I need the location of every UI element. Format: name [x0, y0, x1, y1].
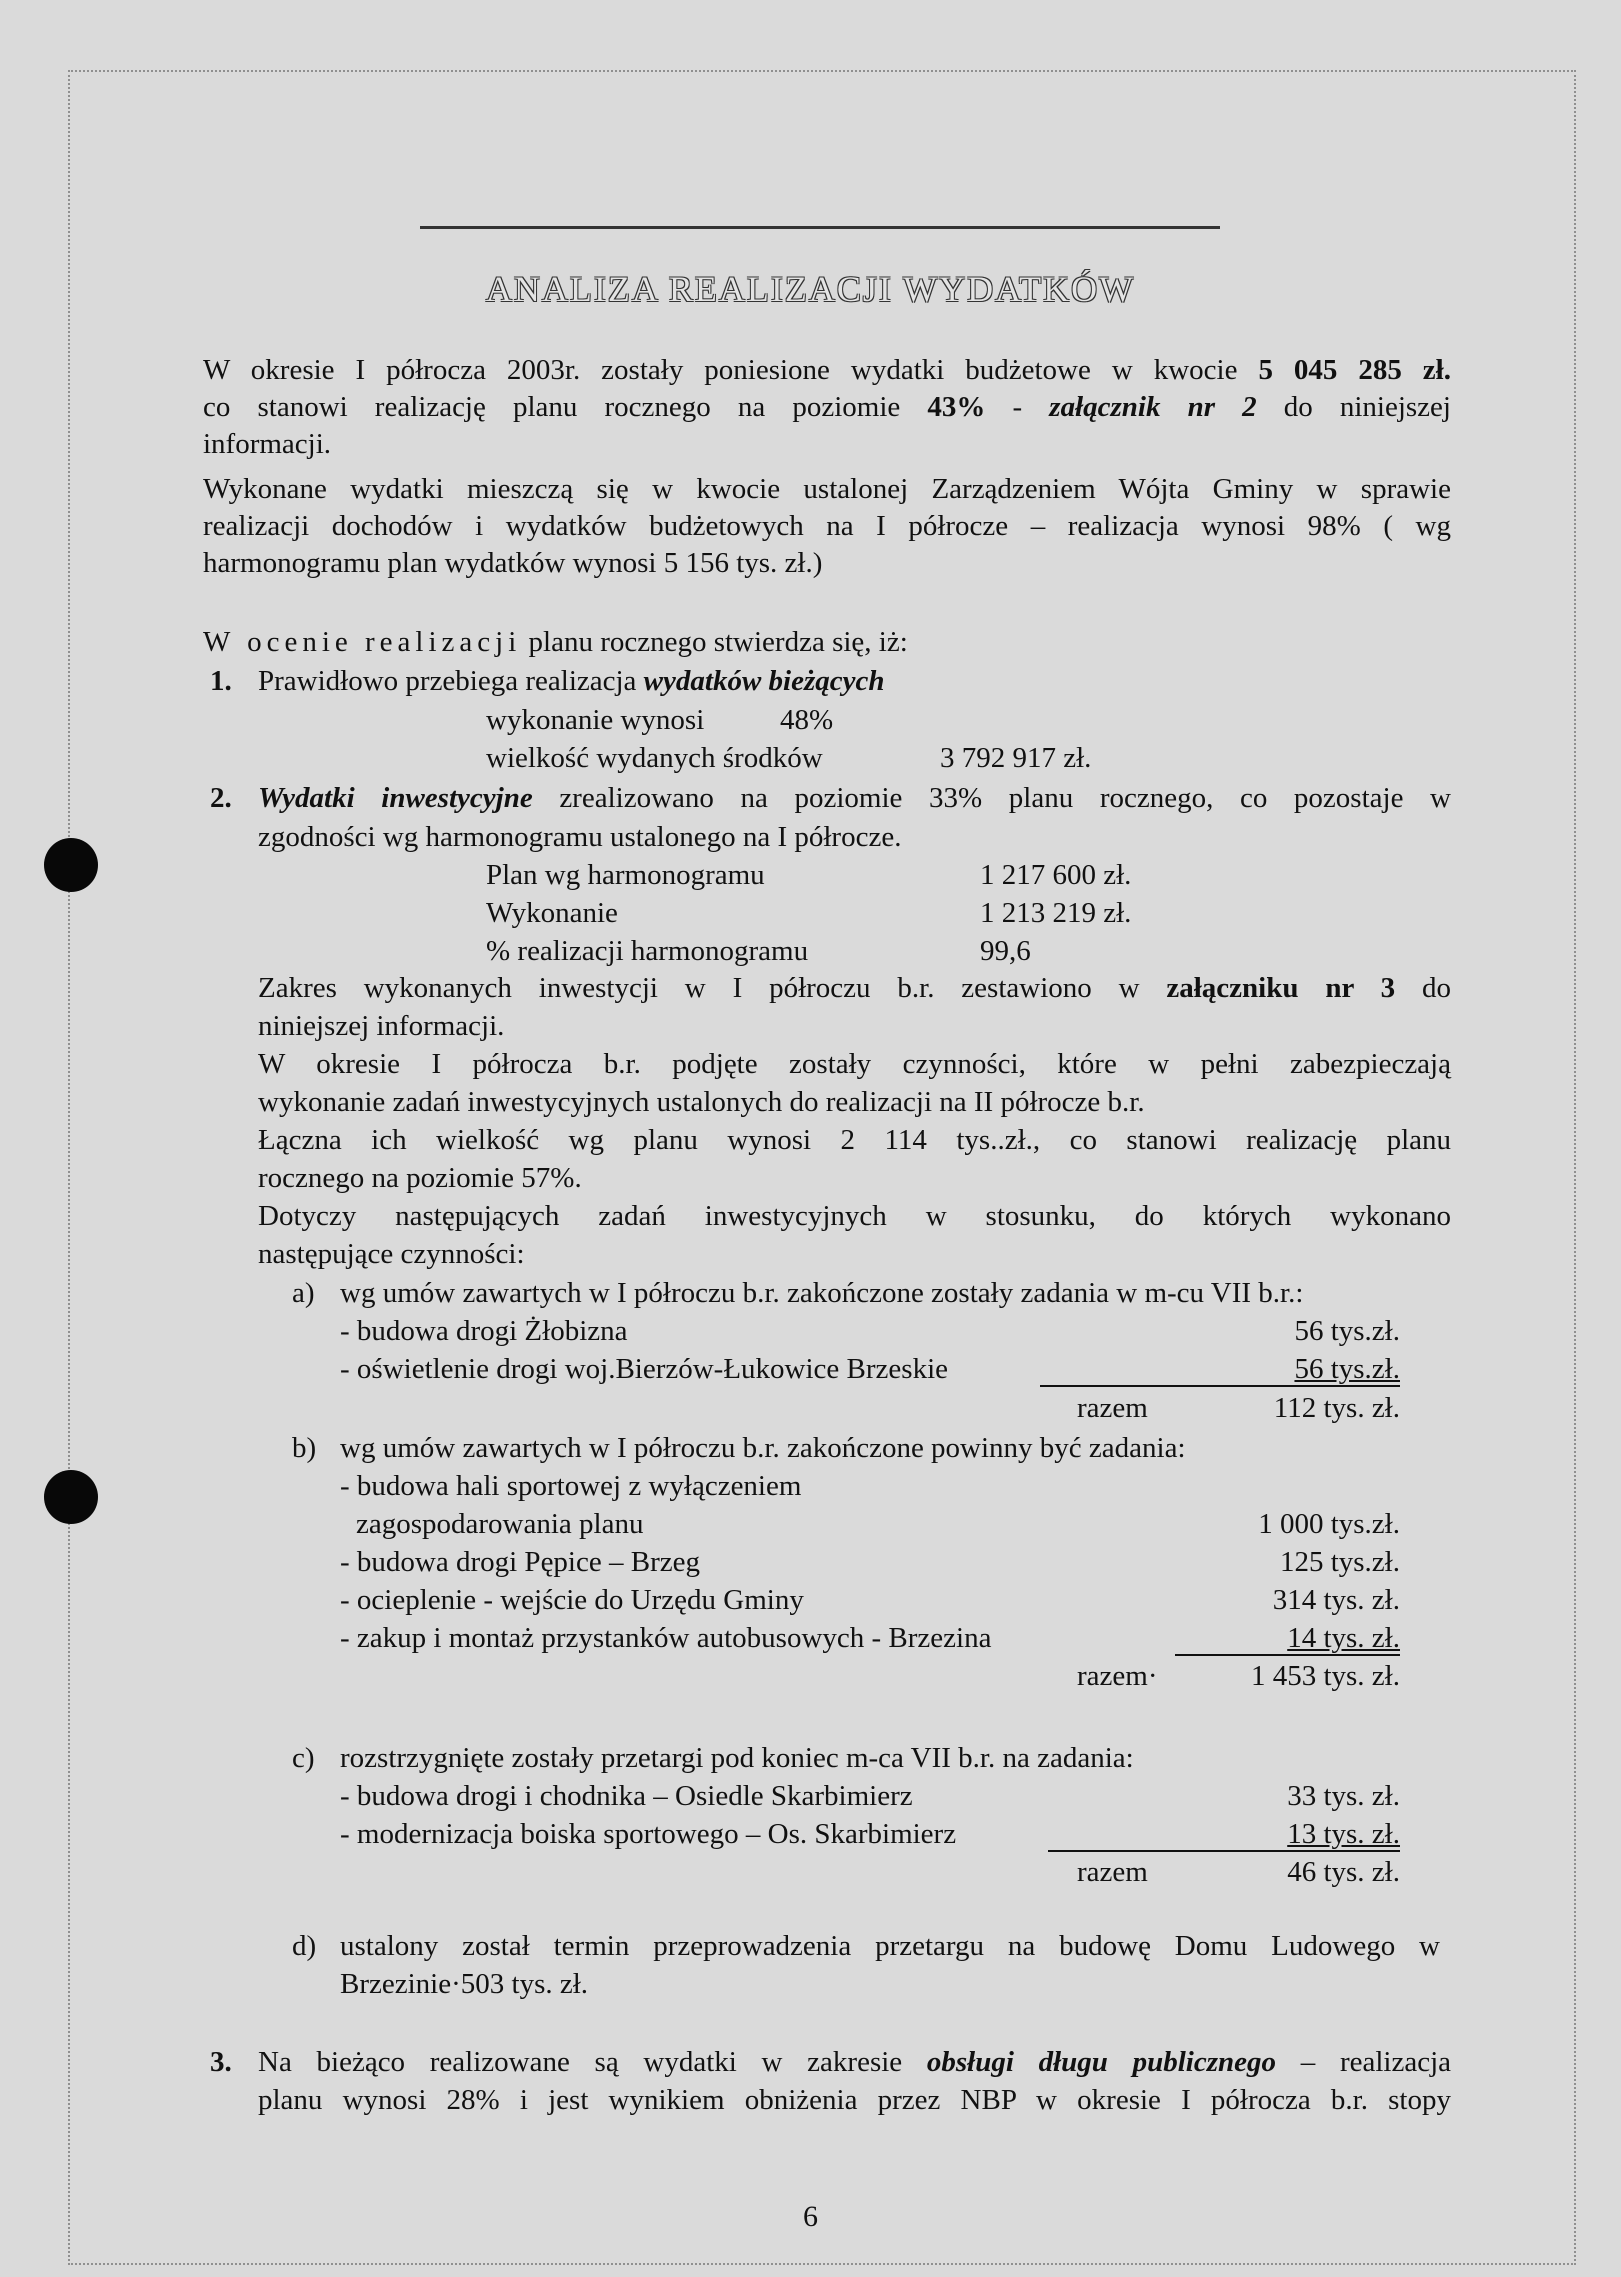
sub-c-item-label: - budowa drogi i chodnika – Osiedle Skarbimierz	[340, 1780, 913, 1812]
concerns-line-2: następujące czynności:	[258, 1238, 525, 1270]
sub-c-item-value: 13 tys. zł.	[1287, 1818, 1400, 1850]
intro-line-3: informacji.	[203, 428, 332, 460]
punch-hole	[44, 1470, 98, 1524]
concerns-line-1: Dotyczy następujących zadań inwestycyjnych w stosunku, do których wykonano	[258, 1200, 1451, 1232]
sub-a-item-label: - oświetlenie drogi woj.Bierzów-Łukowice Brzeskie	[340, 1353, 949, 1385]
sub-d-line-2: Brzezinie·503 tys. zł.	[340, 1968, 589, 2000]
intro-p2-line-2: realizacji dochodów i wydatków budżetowych na I półrocze – realizacja wynosi 98% ( wg	[203, 510, 1451, 542]
sub-b-item-label-cont: zagospodarowania planu	[356, 1508, 644, 1540]
sub-b-item-value: 314 tys. zł.	[1272, 1584, 1400, 1616]
item-1-number: 1.	[210, 665, 232, 697]
secured-line-1: W okresie I półrocza b.r. podjęte zostały czynności, które w pełni zabezpieczają	[258, 1048, 1451, 1080]
sub-b-item-label: - zakup i montaż przystanków autobusowych - Brzezina	[340, 1622, 992, 1654]
intro-p2-line-1: Wykonane wydatki mieszczą się w kwocie ustalonej Zarządzeniem Wójta Gminy w sprawie	[203, 473, 1451, 505]
sub-a-total-label: razem	[1077, 1392, 1148, 1424]
execution-label: Wykonanie	[486, 897, 618, 929]
sub-b-letter: b)	[292, 1432, 317, 1464]
sum-underline	[1040, 1385, 1400, 1387]
sub-c-item-value: 33 tys. zł.	[1287, 1780, 1400, 1812]
sub-b-item-label: - ocieplenie - wejście do Urzędu Gminy	[340, 1584, 804, 1616]
item-2-line-1: Wydatki inwestycyjne zrealizowano na poziomie 33% planu rocznego, co pozostaje w	[258, 782, 1451, 814]
item-2-number: 2.	[210, 782, 232, 814]
intro-p2-line-3: harmonogramu plan wydatków wynosi 5 156 tys. zł.)	[203, 547, 823, 579]
sub-a-item-value: 56 tys.zł.	[1294, 1315, 1400, 1347]
total-line-2: rocznego na poziomie 57%.	[258, 1162, 582, 1194]
sub-c-total-label: razem	[1077, 1856, 1148, 1888]
item-1-exec-value: 48%	[780, 704, 834, 736]
header-rule	[420, 226, 1220, 229]
sub-b-total-value: 1 453 tys. zł.	[1250, 1660, 1400, 1692]
item-3-line-1: Na bieżąco realizowane są wydatki w zakresie obsługi długu publicznego – realizacja	[258, 2046, 1451, 2078]
page-number: 6	[803, 2200, 818, 2233]
item-3-line-2: planu wynosi 28% i jest wynikiem obniżenia przez NBP w okresie I półrocza b.r. stopy	[258, 2084, 1451, 2116]
sub-b-item-label: - budowa drogi Pępice – Brzeg	[340, 1546, 700, 1578]
sub-b-item-value: 1 000 tys.zł.	[1258, 1508, 1400, 1540]
item-1-exec-label: wykonanie wynosi	[486, 704, 705, 736]
sub-c-total-value: 46 tys. zł.	[1287, 1856, 1400, 1888]
total-line-1: Łączna ich wielkość wg planu wynosi 2 114 tys..zł., co stanowi realizację planu	[258, 1124, 1451, 1156]
punch-hole	[44, 838, 98, 892]
assessment-line: W ocenie realizacji planu rocznego stwierdza się, iż:	[203, 626, 908, 658]
sub-b-item-value: 14 tys. zł.	[1287, 1622, 1400, 1654]
sub-a-item-label: - budowa drogi Żłobizna	[340, 1315, 628, 1347]
sub-b-head: wg umów zawartych w I półroczu b.r. zakończone powinny być zadania:	[340, 1432, 1186, 1464]
page-title: ANALIZA REALIZACJI WYDATKÓW	[485, 269, 1136, 309]
scope-line-1: Zakres wykonanych inwestycji w I półroczu b.r. zestawiono w załączniku nr 3 do	[258, 972, 1451, 1004]
sub-d-line-1: ustalony został termin przeprowadzenia przetargu na budowę Domu Ludowego w	[340, 1930, 1440, 1962]
percent-label: % realizacji harmonogramu	[486, 935, 809, 967]
sub-c-item-label: - modernizacja boiska sportowego – Os. Skarbimierz	[340, 1818, 957, 1850]
item-2-line-2: zgodności wg harmonogramu ustalonego na I półrocze.	[258, 821, 902, 853]
plan-label: Plan wg harmonogramu	[486, 859, 765, 891]
sub-d-letter: d)	[292, 1930, 317, 1962]
sub-a-head: wg umów zawartych w I półroczu b.r. zakończone zostały zadania w m-cu VII b.r.:	[340, 1277, 1304, 1309]
intro-line-2: co stanowi realizację planu rocznego na poziomie 43% - załącznik nr 2 do niniejszej	[203, 391, 1451, 423]
sub-c-head: rozstrzygnięte zostały przetargi pod koniec m-ca VII b.r. na zadania:	[340, 1742, 1134, 1774]
execution-value: 1 213 219 zł.	[980, 897, 1132, 929]
secured-line-2: wykonanie zadań inwestycyjnych ustalonych do realizacji na II półrocze b.r.	[258, 1086, 1145, 1118]
sub-b-total-label: razem·	[1077, 1660, 1158, 1692]
item-1-funds-value: 3 792 917 zł.	[940, 742, 1092, 774]
sub-b-item-label: - budowa hali sportowej z wyłączeniem	[340, 1470, 802, 1502]
sub-a-total-value: 112 tys. zł.	[1273, 1392, 1400, 1424]
sub-a-item-value: 56 tys.zł.	[1294, 1353, 1400, 1385]
scope-line-2: niniejszej informacji.	[258, 1010, 505, 1042]
plan-value: 1 217 600 zł.	[980, 859, 1132, 891]
sum-underline	[1048, 1850, 1400, 1852]
sum-underline	[1175, 1654, 1400, 1656]
intro-line-1: W okresie I półrocza 2003r. zostały poniesione wydatki budżetowe w kwocie 5 045 285 zł.	[203, 354, 1451, 386]
percent-value: 99,6	[980, 935, 1031, 967]
sub-c-letter: c)	[292, 1742, 315, 1774]
item-1-funds-label: wielkość wydanych środków	[486, 742, 823, 774]
item-3-number: 3.	[210, 2046, 232, 2078]
sub-b-item-value: 125 tys.zł.	[1279, 1546, 1400, 1578]
item-1-text: Prawidłowo przebiega realizacja wydatków bieżących	[258, 665, 885, 697]
sub-a-letter: a)	[292, 1277, 315, 1309]
